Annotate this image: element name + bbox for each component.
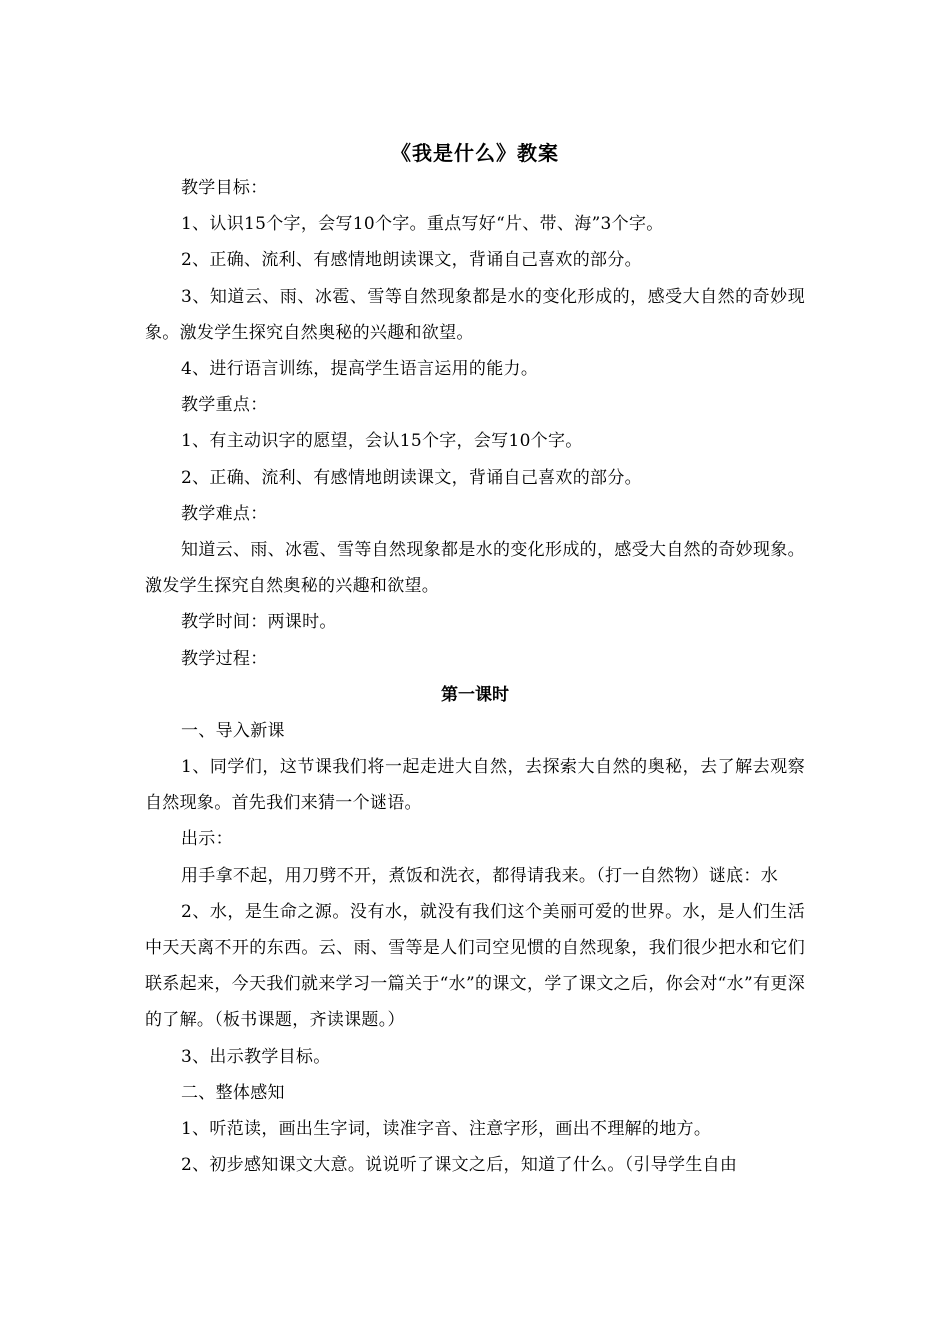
- paragraph-intro-3: 3、出示教学目标。: [181, 1046, 331, 1067]
- paragraph-intro-2: 2、水，是生命之源。没有水，就没有我们这个美丽可爱的世界。水，是人们生活中天天离不开的东西。云、雨、雪等是人们司空见惯的自然现象，我们很少把水和它们联系起来，今天我们就来学习一篇关于“水”的课文，学了课文之后，你会对“水”有更深的了解。（板书课题，齐读课题。）: [145, 901, 805, 1031]
- paragraph-objective-2: 2、正确、流利、有感情地朗读课文，背诵自己喜欢的部分。: [181, 250, 642, 271]
- paragraph-show: 出示：: [181, 829, 233, 850]
- paragraph-key-point-1: 1、有主动识字的愿望，会认15个字，会写10个字。: [181, 431, 583, 452]
- paragraph-objectives-heading: 教学目标：: [181, 178, 268, 198]
- section-heading-first-lesson: 第一课时: [441, 684, 509, 705]
- paragraph-process-heading: 教学过程：: [181, 648, 268, 669]
- document-title: 《我是什么》教案: [391, 141, 559, 165]
- paragraph-objective-4: 4、进行语言训练，提高学生语言运用的能力。: [181, 359, 539, 380]
- paragraph-difficulty-heading: 教学难点：: [181, 503, 268, 524]
- paragraph-teaching-time: 教学时间：两课时。: [181, 612, 337, 633]
- paragraph-intro-heading: 一、导入新课: [181, 720, 285, 741]
- paragraph-key-point-2: 2、正确、流利、有感情地朗读课文，背诵自己喜欢的部分。: [181, 467, 642, 488]
- paragraph-intro-1: 1、同学们，这节课我们将一起走进大自然，去探索大自然的奥秘，去了解去观察自然现象。首先我们来猜一个谜语。: [145, 757, 805, 814]
- paragraph-perception-2: 2、初步感知课文大意。说说听了课文之后，知道了什么。（引导学生自由: [181, 1155, 738, 1176]
- paragraph-perception-heading: 二、整体感知: [181, 1082, 285, 1103]
- paragraph-riddle: 用手拿不起，用刀劈不开，煮饭和洗衣，都得请我来。（打一自然物）谜底：水: [181, 865, 778, 886]
- paragraph-perception-1: 1、听范读，画出生字词，读准字音、注意字形，画出不理解的地方。: [181, 1119, 712, 1140]
- document-page: [145, 136, 805, 1183]
- paragraph-key-points-heading: 教学重点：: [181, 395, 268, 416]
- paragraph-objective-3: 3、知道云、雨、冰雹、雪等自然现象都是水的变化形成的，感受大自然的奇妙现象。激发学生探究自然奥秘的兴趣和欲望。: [145, 286, 805, 343]
- paragraph-difficulty: 知道云、雨、冰雹、雪等自然现象都是水的变化形成的，感受大自然的奇妙现象。激发学生探究自然奥秘的兴趣和欲望。: [145, 540, 805, 597]
- paragraph-objective-1: 1、认识15个字，会写10个字。重点写好“片、带、海”3个字。: [181, 214, 664, 235]
